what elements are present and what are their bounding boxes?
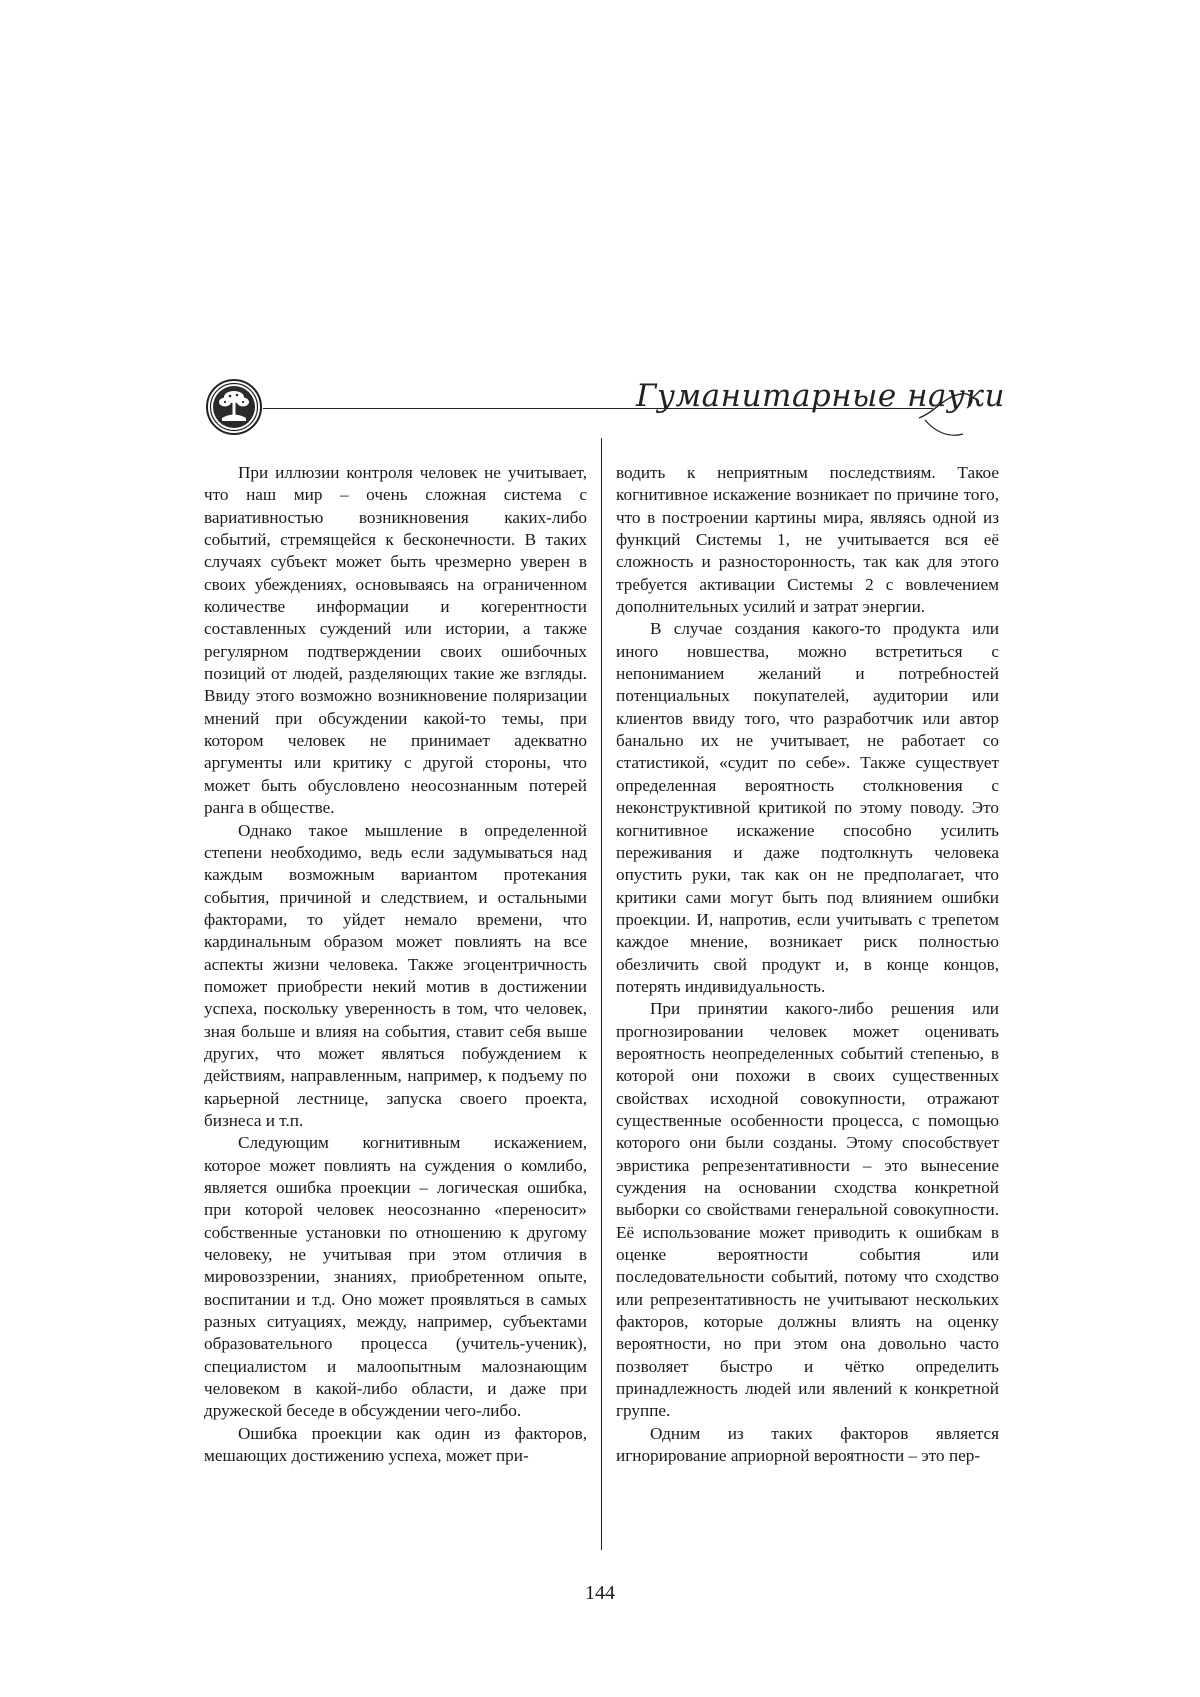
- paragraph: При иллюзии контроля человек не учитывает, что наш мир – очень сложная система с вариативностью возникновения каких-либо событий, стремящейся к бесконечности. В таких случаях субъект может быть чрезмерно уверен в своих убеждениях, основываясь на ограниченном количестве информации и когерентности составленных суждений или истории, а также регулярном подтверждении своих ошибочных позиций от людей, разделяющих такие же взгляды. Ввиду этого возможно возникновение поляризации мнений при обсуждении какой-то темы, при котором человек не принимает адекватно аргументы или критику с другой стороны, что может быть обусловлено неосознанным потерей ранга в обществе.: [204, 463, 587, 818]
- section-title: Гуманитарные науки: [635, 378, 1005, 414]
- column-divider: [601, 438, 602, 1550]
- right-column: [616, 462, 999, 1467]
- paragraph: Ошибка проекции как один из факторов, мешающих достижению успеха, может при-: [204, 1423, 587, 1466]
- paragraph: При принятии какого-либо решения или прогнозировании человек может оценивать вероятность неопределенных событий степенью, в которой они похожи в своих существенных свойствах исходной совокупности, отражают существенные особенности процесса, с помощью которого они были созданы. Этому способствует эвристика репрезентативности – это вынесение суждения на основании сходства конкретной выборки со свойствами генеральной совокупности. Её использование может приводить к ошибкам в оценке вероятности события или последовательности событий, потому что сходство или репрезентативность не учитывают нескольких факторов, которые должны влиять на оценку вероятности, но при этом она довольно часто позволяет быстро и чётко определить принадлежность людей или явлений к конкретной группе.: [616, 999, 999, 1421]
- paragraph: Одним из таких факторов является игнорирование априорной вероятности – это пер-: [616, 1423, 999, 1466]
- paragraph: Следующим когнитивным искажением, которое может повлиять на суждения о комлибо, является ошибка проекции – логическая ошибка, при которой человек неосознанно «переносит» собственные установки по отношению к другому человеку, не учитывая при этом отличия в мировоззрении, знаниях, приобретенном опыте, воспитании и т.д. Оно может проявляться в самых разных ситуациях, между, например, субъектами образовательного процесса (учитель-ученик), специалистом и малоопытным малознающим человеком в какой-либо области, и даже при дружеской беседе в обсуждении чего-либо.: [204, 1133, 587, 1421]
- tree-emblem-icon: [205, 378, 263, 436]
- page-header: [205, 378, 1005, 448]
- page-number: 144: [585, 1582, 615, 1604]
- left-column: [204, 462, 587, 1467]
- paragraph: Однако такое мышление в определенной степени необходимо, ведь если задумываться над каждым возможным вариантом протекания события, причиной и следствием, и остальными факторами, то уйдет немало времени, что кардинальным образом может повлиять на все аспекты жизни человека. Также эгоцентричность поможет приобрести некий мотив в достижении успеха, поскольку уверенность в том, что человек, зная больше и влияя на события, ставит себя выше других, что может являться побуждением к действиям, направленным, например, к подъему по карьерной лестнице, запуска своего проекта, бизнеса и т.п.: [204, 820, 587, 1130]
- paragraph-continuation: водить к неприятным последствиям. Такое когнитивное искажение возникает по причине того, что в построении картины мира, являясь одной из функций Системы 1, не учитывается вся её сложность и разносторонность, так как для этого требуется активации Системы 2 с вовлечением дополнительных усилий и затрат энергии.: [616, 463, 999, 617]
- paragraph: В случае создания какого-то продукта или иного новшества, можно встретиться с непониманием желаний и потребностей потенциальных покупателей, аудитории или клиентов ввиду того, что разработчик или автор банально их не учитывает, не работает со статистикой, «судит по себе». Также существует определенная вероятность столкновения с неконструктивной критикой по этому поводу. Это когнитивное искажение способно усилить переживания и даже подтолкнуть человека опустить руки, так как он не предполагает, что критики сами могут быть под влиянием ошибки проекции. И, напротив, если учитывать с трепетом каждое мнение, возникает риск полностью обезличить свой продукт и, в конце концов, потерять индивидуальность.: [616, 619, 999, 996]
